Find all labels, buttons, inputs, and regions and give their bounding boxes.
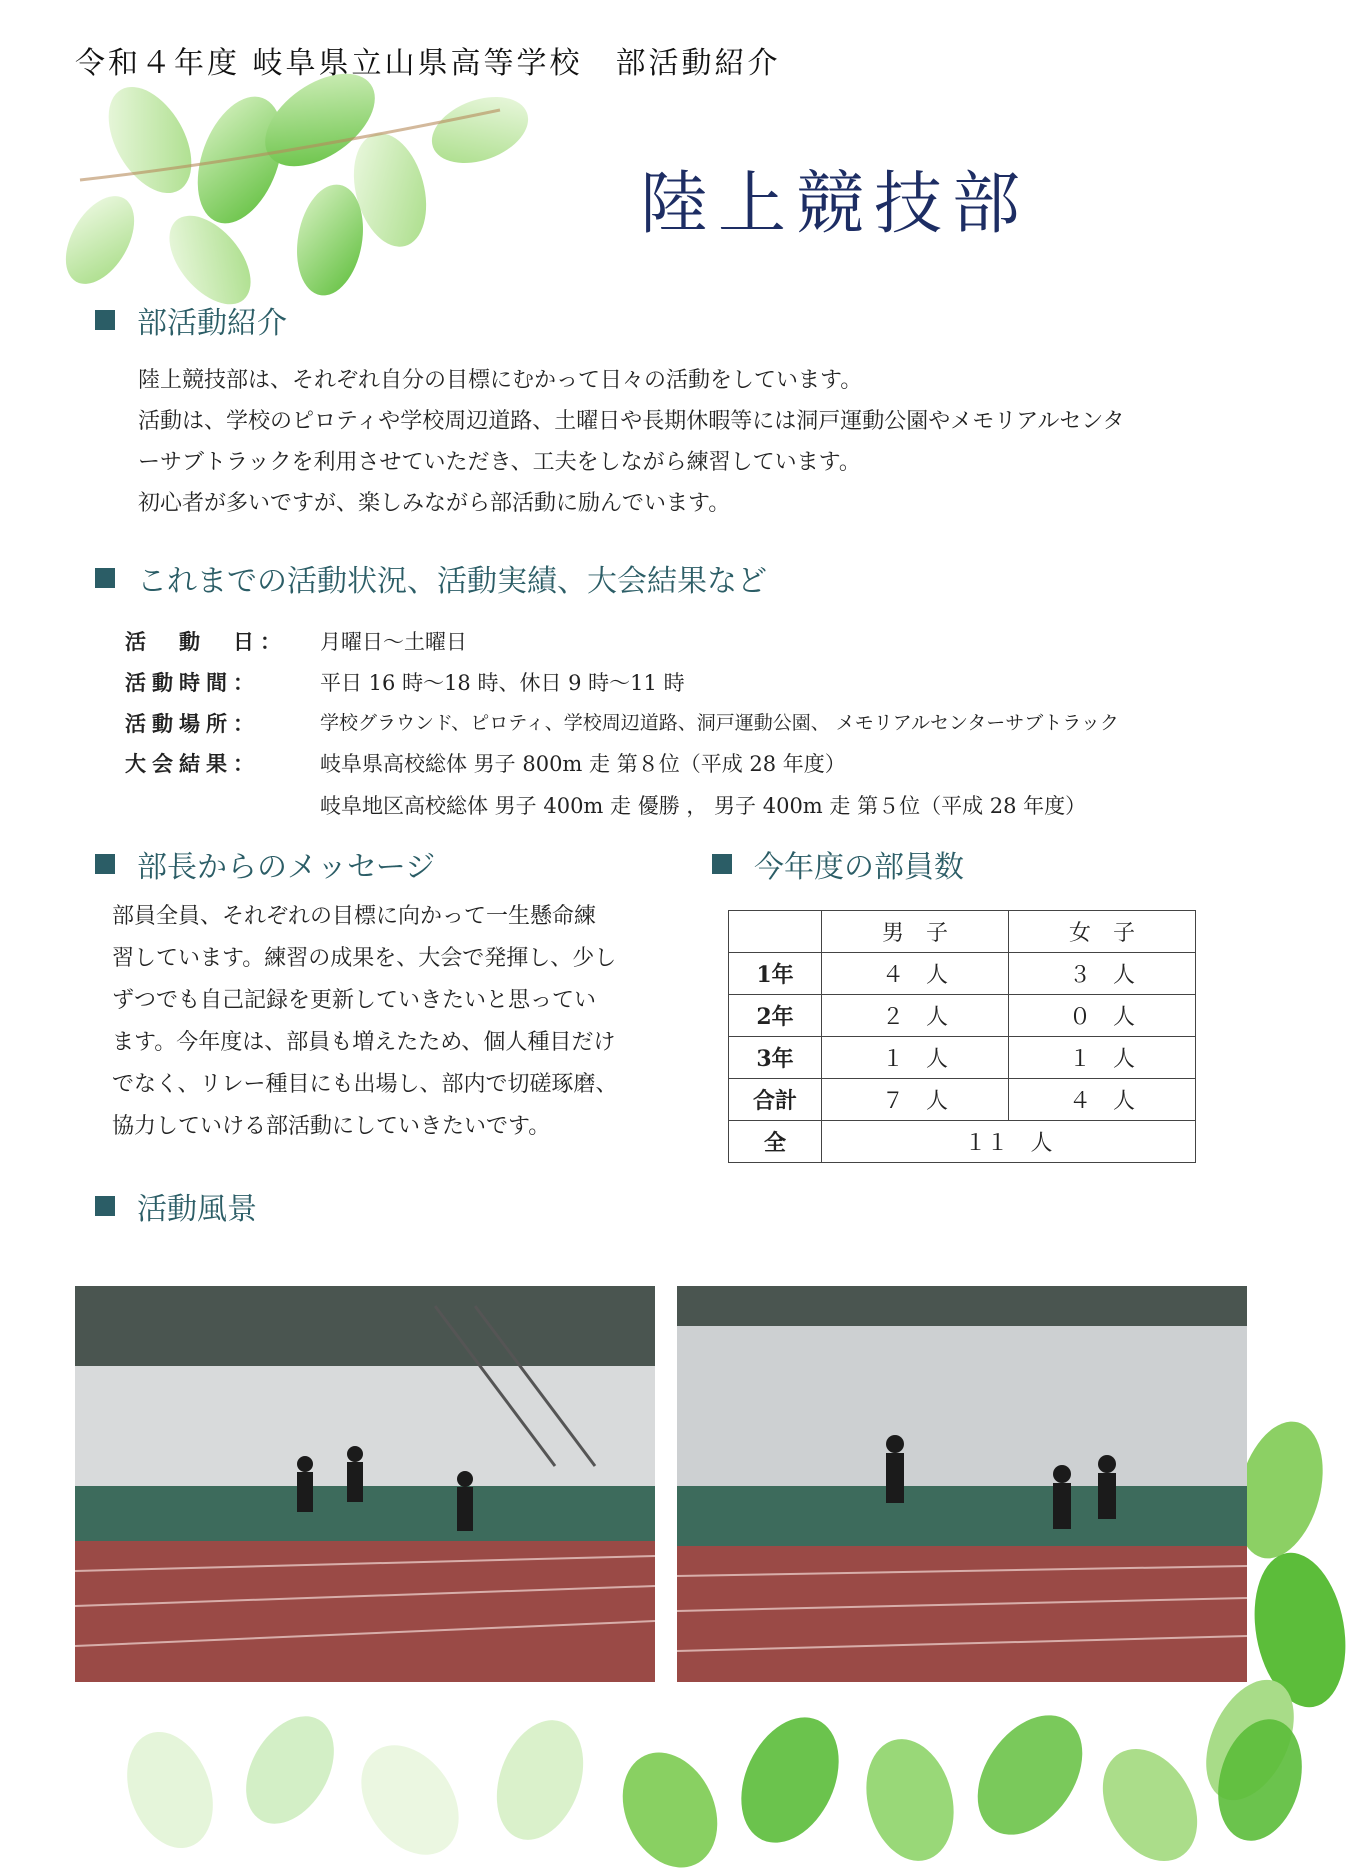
info-row-days — [125, 626, 467, 656]
runners-photo-image — [75, 1286, 655, 1682]
table-total-label: 全 — [729, 1121, 822, 1163]
message-line: 習しています。練習の成果を、大会で発揮し、少し — [112, 946, 617, 971]
info-label: 活 動 日： — [125, 629, 287, 654]
info-row-hours — [125, 667, 685, 697]
table-total-value: １１ 人 — [822, 1121, 1196, 1163]
table-row — [729, 953, 1196, 995]
table-cell: １ 人 — [1009, 1037, 1196, 1079]
captain-message — [112, 896, 660, 1148]
info-value: 岐阜地区高校総体 男子 400m 走 優勝 ， 男子 400m 走 第５位（平成 28 年度） — [320, 794, 1087, 818]
intro-line: 陸上競技部は、それぞれ自分の目標にむかって日々の活動をしています。 — [138, 368, 863, 393]
message-line: ずつでも自己記録を更新していきたいと思ってい — [112, 988, 597, 1013]
activity-photo-1 — [75, 1286, 655, 1682]
table-cell: ４ 人 — [1009, 1079, 1196, 1121]
table-cell: ０ 人 — [1009, 995, 1196, 1037]
intro-line: 初心者が多いですが、楽しみながら部活動に励んでいます。 — [138, 491, 731, 516]
info-row-places — [125, 708, 1119, 738]
section-heading-text: これまでの活動状況、活動実績、大会結果など — [137, 564, 767, 599]
info-value: 月曜日～土曜日 — [320, 630, 467, 654]
table-row — [729, 1079, 1196, 1121]
activity-photo-2 — [677, 1286, 1247, 1682]
table-header-female: 女 子 — [1009, 911, 1196, 953]
info-label — [125, 790, 320, 820]
section-heading-message — [95, 842, 435, 886]
table-total-row — [729, 1121, 1196, 1163]
table-cell: ７ 人 — [822, 1079, 1009, 1121]
table-row-label: 合計 — [729, 1079, 822, 1121]
info-row-results — [125, 748, 846, 778]
square-bullet-icon — [95, 854, 115, 874]
info-value: 岐阜県高校総体 男子 800m 走 第８位（平成 28 年度） — [320, 752, 846, 776]
section-heading-activity — [95, 556, 767, 600]
message-line: でなく、リレー種目にも出場し、部内で切磋琢磨、 — [112, 1072, 618, 1097]
message-line: 部員全員、それぞれの目標に向かって一生懸命練 — [112, 904, 597, 929]
table-header-male: 男 子 — [822, 911, 1009, 953]
table-cell: ２ 人 — [822, 995, 1009, 1037]
info-label: 活動場所： — [125, 711, 260, 736]
square-bullet-icon — [712, 854, 732, 874]
leaf-decoration-top — [60, 40, 620, 340]
member-count-table — [728, 910, 1196, 1163]
info-label: 活動時間： — [125, 670, 260, 695]
section-heading-text: 部活動紹介 — [137, 306, 287, 341]
table-cell — [729, 911, 822, 953]
table-row-label: 1年 — [729, 953, 822, 995]
square-bullet-icon — [95, 568, 115, 588]
table-row-label: 2年 — [729, 995, 822, 1037]
message-line: 協力していける部活動にしていきたいです。 — [112, 1114, 551, 1139]
table-row-label: 3年 — [729, 1037, 822, 1079]
section-heading-intro — [95, 298, 287, 342]
square-bullet-icon — [95, 1196, 115, 1216]
section-heading-text: 部長からのメッセージ — [137, 850, 436, 885]
table-cell: ３ 人 — [1009, 953, 1196, 995]
table-cell: ４ 人 — [822, 953, 1009, 995]
page-header-title: 令和４年度 岐阜県立山県高等学校 部活動紹介 — [75, 46, 781, 81]
table-cell: １ 人 — [822, 1037, 1009, 1079]
info-value: 学校グラウンド、ピロティ、学校周辺道路、洞戸運動公園、 メモリアルセンターサブトラック — [320, 712, 1119, 734]
table-header-row — [729, 911, 1196, 953]
section-heading-scenes — [95, 1184, 257, 1228]
message-line: ます。今年度は、部員も増えたため、個人種目だけ — [112, 1030, 616, 1055]
club-title: 陸上競技部 — [640, 165, 1031, 244]
info-label: 大会結果： — [125, 751, 260, 776]
square-bullet-icon — [95, 310, 115, 330]
table-row — [729, 1037, 1196, 1079]
intro-line: ーサブトラックを利用させていただき、工夫をしながら練習しています。 — [138, 450, 861, 475]
info-value: 平日 16 時～18 時、休日 9 時～11 時 — [320, 671, 685, 695]
section-heading-text: 活動風景 — [137, 1192, 257, 1227]
info-row-results-2 — [125, 790, 1086, 820]
runners-photo-image — [677, 1286, 1247, 1682]
intro-paragraph — [138, 360, 1268, 524]
table-row — [729, 995, 1196, 1037]
intro-line: 活動は、学校のピロティや学校周辺道路、土曜日や長期休暇等には洞戸運動公園やメモリアルセンタ — [138, 409, 1125, 434]
section-heading-text: 今年度の部員数 — [754, 850, 964, 885]
section-heading-members — [712, 842, 964, 886]
leaf-decoration-bottom — [110, 1680, 1310, 1873]
